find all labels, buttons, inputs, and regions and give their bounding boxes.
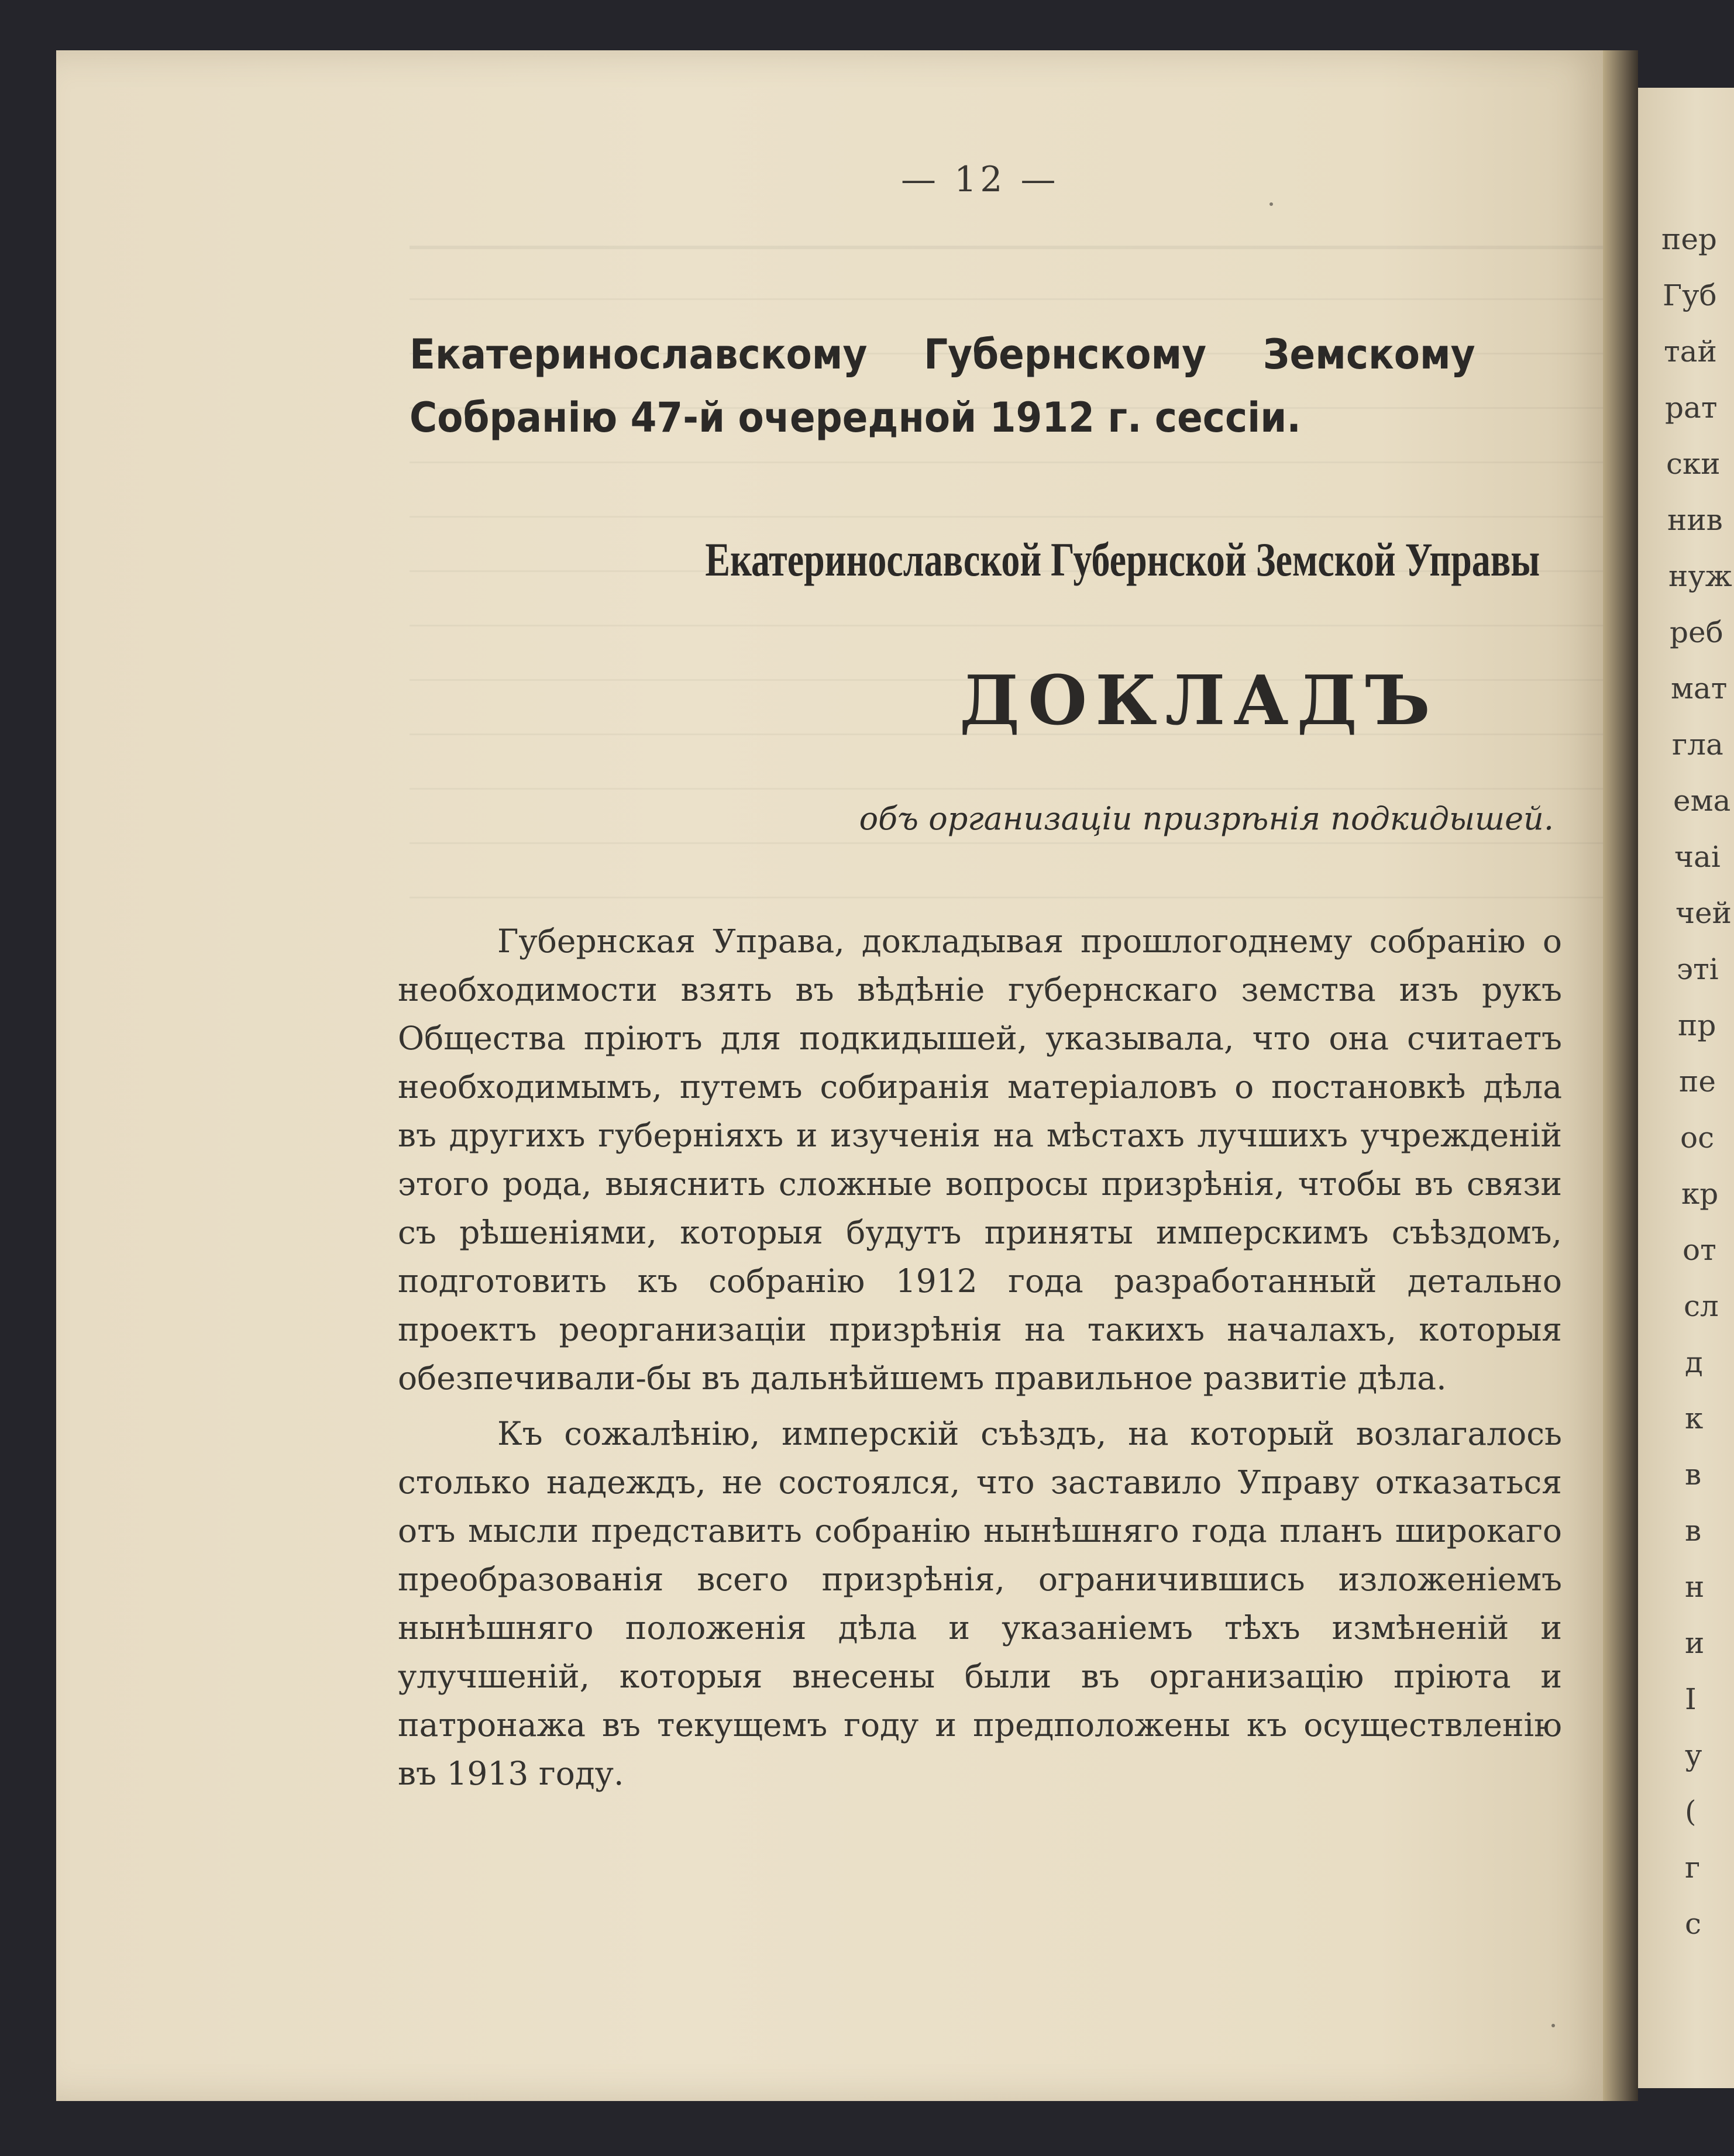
facing-page-fragment: ски — [1666, 447, 1721, 481]
facing-page-fragment: ема — [1673, 784, 1731, 818]
facing-page-edge — [1638, 88, 1734, 2088]
facing-page-fragment: ос — [1680, 1121, 1715, 1155]
facing-page-fragment: в — [1685, 1514, 1702, 1548]
facing-page-fragment: г — [1685, 1851, 1701, 1885]
facing-page-fragment: сл — [1684, 1289, 1719, 1323]
facing-page-fragment: д — [1685, 1345, 1703, 1379]
facing-page-fragment: рат — [1665, 391, 1718, 425]
facing-page-fragment: и — [1685, 1626, 1705, 1660]
paragraph-2: Къ сожалѣнію, имперскій съѣздъ, на который возлагалось столько надеждъ, не состоялся, что заставило Управу отказаться отъ мысли представить собранію нынѣшняго года планъ широкаго преобразованія всего призрѣнія, ограничившись изложеніемъ нынѣшняго положенія дѣла и указаніемъ тѣхъ измѣненій и улучшеній, которыя внесены были въ организацію пріюта и патронажа въ текущемъ году и предположены къ осуществленію въ 1913 году. — [398, 1415, 1562, 1792]
facing-page-fragment: гла — [1672, 728, 1723, 762]
facing-page-fragment: тай — [1664, 335, 1717, 368]
facing-page-fragment: пер — [1661, 222, 1717, 256]
body-text — [398, 917, 1562, 1805]
facing-page-fragment: эті — [1677, 952, 1719, 986]
facing-page-fragment: чаі — [1674, 840, 1721, 874]
facing-page-fragment: в — [1685, 1458, 1702, 1492]
facing-page-fragment: нив — [1667, 503, 1723, 537]
paper-speck — [1551, 2024, 1555, 2027]
document-title: ДОКЛАДЪ — [959, 661, 1439, 741]
document-subtitle: объ организаціи призрѣнія подкидышей. — [859, 800, 1554, 837]
facing-page-fragment: I — [1685, 1682, 1697, 1716]
facing-page-fragment: н — [1685, 1570, 1705, 1604]
page-number: — 12 — — [901, 159, 1059, 200]
paragraph-1: Губернская Управа, докладывая прошлогоднему собранію о необходимости взять въ вѣдѣніе губернскаго земства изъ рукъ Общества пріютъ для подкидышей, указывала, что она считаетъ необходимымъ, путемъ собиранія матеріаловъ о постановкѣ дѣла въ другихъ губерніяхъ и изученія на мѣстахъ лучшихъ учрежденій этого рода, выяснить сложные вопросы призрѣнія, чтобы въ связи съ рѣшеніями, которыя будутъ приняты имперскимъ съѣздомъ, подготовить къ собранію 1912 года разработанный детально проектъ реорганизаціи призрѣнія на такихъ началахъ, которыя обезпечивали-бы въ дальнѣйшемъ правильное развитіе дѣла. — [398, 922, 1562, 1397]
facing-page-fragment: у — [1685, 1738, 1702, 1772]
facing-page-fragment: с — [1685, 1907, 1702, 1941]
issuer-heading: Екатеринославской Губернской Земской Управы — [705, 533, 1540, 586]
book-gutter — [1603, 50, 1638, 2101]
facing-page-fragment: мат — [1671, 671, 1728, 705]
facing-page-fragment: реб — [1670, 615, 1723, 649]
facing-page-fragment: нуж — [1668, 559, 1732, 593]
facing-page-fragment: чей — [1675, 896, 1732, 930]
addressee-heading: Екатеринославскому Губернскому Земскому Собранію 47-й очередной 1912 г. сессіи. — [410, 330, 1475, 442]
facing-page-fragment: Губ — [1663, 278, 1717, 312]
facing-page-fragment: ( — [1685, 1795, 1697, 1828]
facing-page-fragment: кр — [1681, 1177, 1719, 1211]
facing-page-fragment: к — [1685, 1401, 1704, 1435]
paper-speck — [1269, 202, 1273, 206]
facing-page-fragment: от — [1683, 1233, 1716, 1267]
facing-page-fragment: пе — [1679, 1065, 1716, 1098]
facing-page-fragment: пр — [1678, 1008, 1716, 1042]
